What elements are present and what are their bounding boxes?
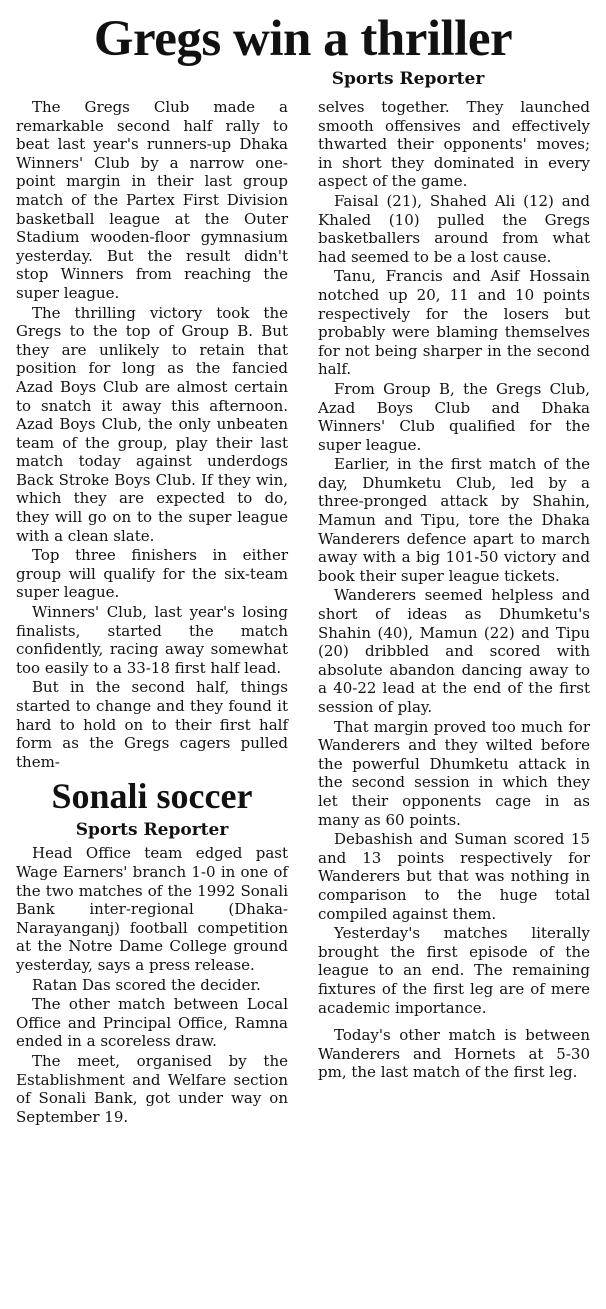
article-columns [16, 98, 590, 1127]
article-paragraph: Today's other match is between Wanderers and Hornets at 5-30 pm, the last match of the first leg. [318, 1026, 590, 1082]
article-paragraph: Yesterday's matches literally brought the first episode of the league to an end. The remaining fixtures of the first leg are of mere academic importance. [318, 924, 590, 1017]
right-column [318, 98, 590, 1127]
article-paragraph-continued: selves together. They launched smooth offensives and effectively thwarted their opponents' moves; in short they dominated in every aspect of the game. [318, 98, 590, 191]
article-paragraph: That margin proved too much for Wanderers and they wilted before the powerful Dhumketu attack in the second session in which they let their opponents cage in as many as 60 points. [318, 717, 590, 829]
article-byline: Sports Reporter [331, 69, 485, 89]
article-paragraph: Earlier, in the first match of the day, Dhumketu Club, led by a three-pronged attack by Shahin, Mamun and Tipu, tore the Dhaka Wanderers defence apart to march away with a big 101-50 victory and book their super league tickets. [318, 455, 590, 585]
sidebar-paragraph: The other match between Local Office and Principal Office, Ramna ended in a scoreless draw. [16, 995, 288, 1051]
article-paragraph: Debashish and Suman scored 15 and 13 points respectively for Wanderers but that was nothing in comparison to the huge total compiled against them. [318, 830, 590, 923]
article-paragraph: From Group B, the Gregs Club, Azad Boys Club and Dhaka Winners' Club qualified for the super league. [318, 379, 590, 454]
article-paragraph: Wanderers seemed helpless and short of ideas as Dhumketu's Shahin (40), Mamun (22) and Tipu (20) dribbled and scored with absolute abandon dancing away to a 40-22 lead at the end of the first session of play. [318, 586, 590, 716]
article-paragraph: Tanu, Francis and Asif Hossain notched up 20, 11 and 10 points respectively for the losers but probably were blaming themselves for not being sharper in the second half. [318, 267, 590, 379]
article-paragraph: The Gregs Club made a remarkable second half rally to beat last year's runners-up Dhaka Winners' Club by a narrow one-point margin in their last group match of the Partex First Division basketball league at the Outer Stadium wooden-floor gymnasium yesterday. But the result didn't stop Winners from reaching the super league. [16, 98, 288, 302]
article-paragraph: The thrilling victory took the Gregs to the top of Group B. But they are unlikely to retain that position for long as the fancied Azad Boys Club are almost certain to snatch it away this afternoon. Azad Boys Club, the only unbeaten team of the group, play their last match today against underdogs Back Stroke Boys Club. If they win, which they are expected to do, they will go on to the super league with a clean slate. [16, 303, 288, 545]
sidebar-paragraph: Head Office team edged past Wage Earners' branch 1-0 in one of the two matches of the 1992 Sonali Bank inter-regional (Dhaka-Narayanganj) football competition at the Notre Dame College ground yesterday, says a press release. [16, 844, 288, 974]
article-paragraph: Top three finishers in either group will qualify for the six-team super league. [16, 546, 288, 602]
sidebar-headline: Sonali soccer [51, 776, 253, 817]
article-paragraph: But in the second half, things started to change and they found it hard to hold on to their first half form as the Gregs cagers pulled them- [16, 678, 288, 771]
sidebar-paragraph: The meet, organised by the Establishment and Welfare section of Sonali Bank, got under way on September 19. [16, 1051, 288, 1126]
sidebar-paragraph: Ratan Das scored the decider. [32, 975, 261, 994]
article-headline: Gregs win a thriller [93, 11, 513, 67]
sidebar-story [16, 775, 288, 1126]
left-column [16, 98, 288, 1127]
article-paragraph: Faisal (21), Shahed Ali (12) and Khaled (10) pulled the Gregs basketballers around from what had seemed to be a lost cause. [318, 191, 590, 266]
article-paragraph: Winners' Club, last year's losing finalists, started the match confidently, racing away somewhat too easily to a 33-18 first half lead. [16, 603, 288, 677]
sidebar-byline: Sports Reporter [75, 820, 229, 841]
